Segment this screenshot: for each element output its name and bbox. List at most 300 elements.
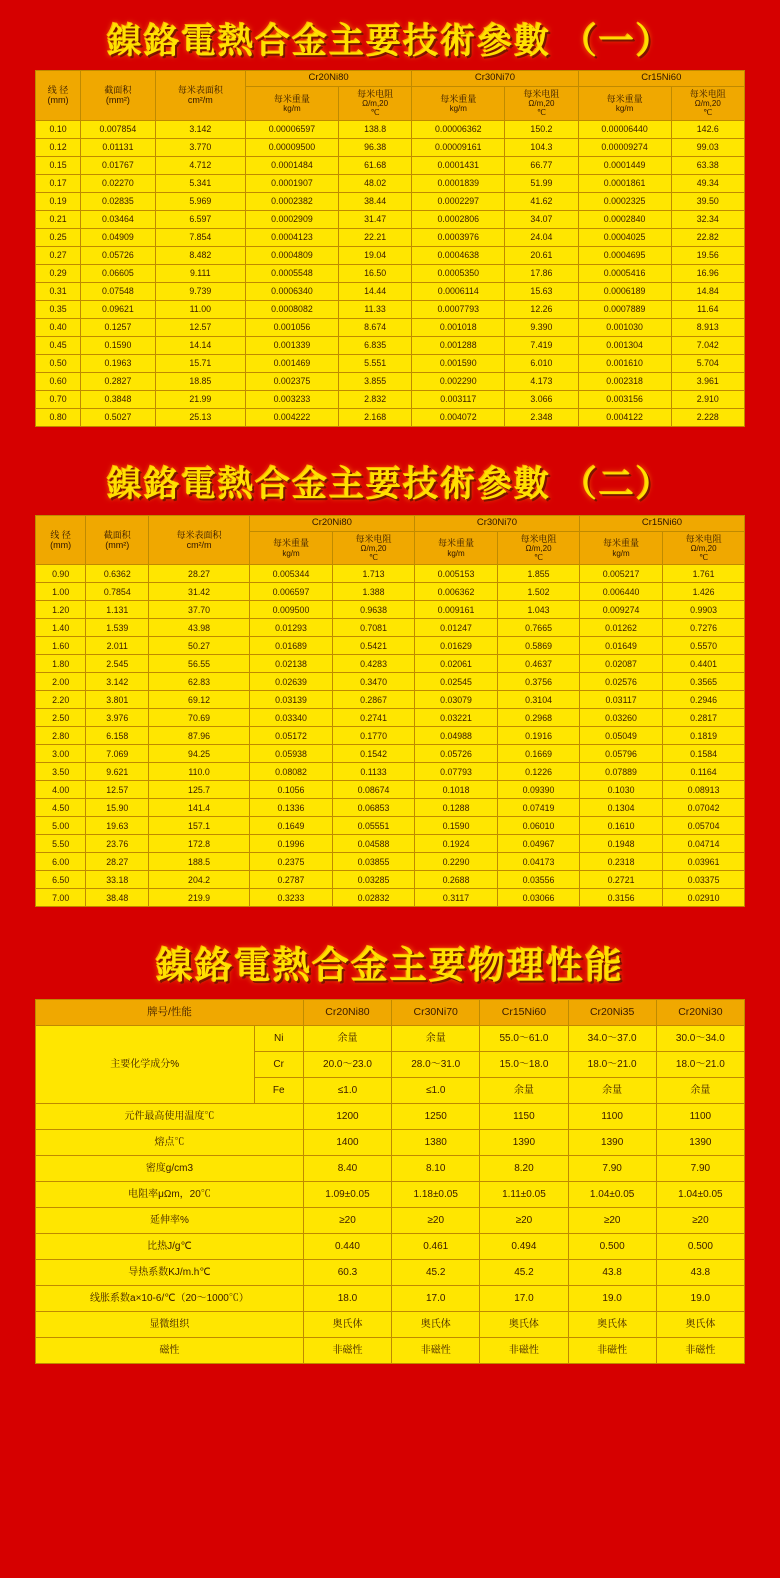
sub-weight-1 xyxy=(245,86,338,120)
table-cell: 0.5570 xyxy=(663,637,745,655)
table-cell: 0.03079 xyxy=(414,691,497,709)
table-cell: 0.1018 xyxy=(414,781,497,799)
sub-res-unit-4: Ω/m,20 xyxy=(360,543,387,553)
table-cell: 0.1948 xyxy=(579,835,662,853)
table-cell: 0.07419 xyxy=(498,799,580,817)
table-cell: 0.001030 xyxy=(578,318,671,336)
col-wire-unit-2: (mm) xyxy=(50,539,72,550)
physical-table-body xyxy=(36,1026,745,1364)
physical-header-alloy: Cr20Ni80 xyxy=(303,1000,391,1026)
table-cell: 21.99 xyxy=(155,390,245,408)
table-cell: 38.44 xyxy=(338,192,411,210)
table-cell: ≥20 xyxy=(656,1208,744,1234)
table-cell: 0.006597 xyxy=(249,583,332,601)
table-cell: 0.004122 xyxy=(578,408,671,426)
table-cell: 0.09621 xyxy=(81,300,156,318)
table-cell: ≥20 xyxy=(480,1208,568,1234)
table-cell: 0.003156 xyxy=(578,390,671,408)
sub-weight-label-6: 每米重量 xyxy=(603,538,640,549)
table-cell: 1.09±0.05 xyxy=(303,1182,391,1208)
table-row xyxy=(36,390,745,408)
table-cell: 1.855 xyxy=(498,565,580,583)
table-cell: 0.9903 xyxy=(663,601,745,619)
table-cell: 0.005344 xyxy=(249,565,332,583)
table-cell: 0.1924 xyxy=(414,835,497,853)
sub-weight-5 xyxy=(414,531,497,565)
table-cell: 0.02270 xyxy=(81,174,156,192)
table-cell: 157.1 xyxy=(149,817,250,835)
table-cell: 0.07548 xyxy=(81,282,156,300)
table-cell: 0.440 xyxy=(303,1234,391,1260)
table-cell: 0.3848 xyxy=(81,390,156,408)
table-cell: 30.0～34.0 xyxy=(656,1026,744,1052)
table-cell: 8.913 xyxy=(671,318,744,336)
table-cell: 1.043 xyxy=(498,601,580,619)
sub-res-label-3: 每米电阻 xyxy=(689,88,726,99)
table-cell: 0.0006114 xyxy=(412,282,505,300)
table-cell: 0.2946 xyxy=(663,691,745,709)
table-cell: 余量 xyxy=(568,1078,656,1104)
table-cell: 39.50 xyxy=(671,192,744,210)
table-cell: 0.7081 xyxy=(333,619,415,637)
table-cell: 0.500 xyxy=(568,1234,656,1260)
table-cell: 余量 xyxy=(303,1026,391,1052)
table-cell: 0.4637 xyxy=(498,655,580,673)
sub-weight-unit-2: kg/m xyxy=(449,103,467,113)
sub-res-label-6: 每米电阻 xyxy=(685,533,722,544)
table-cell: 0.01767 xyxy=(81,156,156,174)
table-row xyxy=(36,354,745,372)
table-cell: 0.2741 xyxy=(333,709,415,727)
table-cell: 0.17 xyxy=(36,174,81,192)
table-cell: 0.9638 xyxy=(333,601,415,619)
table-cell: 3.855 xyxy=(338,372,411,390)
table-cell: 0.0003976 xyxy=(412,228,505,246)
table-cell: 0.05726 xyxy=(81,246,156,264)
table-cell: 0.001056 xyxy=(245,318,338,336)
col-surface-area-2 xyxy=(149,515,250,565)
table-cell: 0.0002297 xyxy=(412,192,505,210)
table-cell: 余量 xyxy=(392,1026,480,1052)
table-cell: 0.21 xyxy=(36,210,81,228)
table-cell: 1.502 xyxy=(498,583,580,601)
table-cell: 2.348 xyxy=(505,408,578,426)
table-cell: 0.27 xyxy=(36,246,81,264)
table-cell: 0.4401 xyxy=(663,655,745,673)
table-cell: 0.0005350 xyxy=(412,264,505,282)
table-cell: 70.69 xyxy=(149,709,250,727)
table-row xyxy=(36,282,745,300)
table-cell: 19.63 xyxy=(86,817,149,835)
sub-resistance-5 xyxy=(498,531,580,565)
table-cell: 219.9 xyxy=(149,889,250,907)
table-cell: 0.60 xyxy=(36,372,81,390)
table-cell: 6.597 xyxy=(155,210,245,228)
table-cell: 0.1304 xyxy=(579,799,662,817)
table-cell: 0.0007889 xyxy=(578,300,671,318)
table-cell: 0.2787 xyxy=(249,871,332,889)
table-cell: 1.04±0.05 xyxy=(568,1182,656,1208)
sub-weight-unit-4: kg/m xyxy=(282,548,300,558)
table-cell: 1100 xyxy=(656,1104,744,1130)
table-cell: 3.50 xyxy=(36,763,86,781)
table-cell: ≥20 xyxy=(568,1208,656,1234)
table-cell: 3.976 xyxy=(86,709,149,727)
table-cell: 0.1164 xyxy=(663,763,745,781)
table-cell: 8.10 xyxy=(392,1156,480,1182)
table-cell: 0.1669 xyxy=(498,745,580,763)
table-cell: 0.0002909 xyxy=(245,210,338,228)
table-cell: 69.12 xyxy=(149,691,250,709)
table-row xyxy=(36,673,745,691)
table-cell: 0.03961 xyxy=(663,853,745,871)
table-cell: 0.90 xyxy=(36,565,86,583)
table-cell: 0.50 xyxy=(36,354,81,372)
table-cell: 0.1030 xyxy=(579,781,662,799)
physical-properties-table xyxy=(35,999,745,1364)
table-cell: 0.002290 xyxy=(412,372,505,390)
table-cell: 0.0001431 xyxy=(412,156,505,174)
table-cell: 45.2 xyxy=(392,1260,480,1286)
table-cell: 0.45 xyxy=(36,336,81,354)
table-cell: 0.10 xyxy=(36,120,81,138)
table-cell: 0.5869 xyxy=(498,637,580,655)
table-row xyxy=(36,601,745,619)
table-cell: 48.02 xyxy=(338,174,411,192)
table-cell: 0.0006189 xyxy=(578,282,671,300)
table-cell: 11.33 xyxy=(338,300,411,318)
table-cell: 0.01689 xyxy=(249,637,332,655)
col-wire-diameter xyxy=(36,71,81,121)
table-cell: 0.05704 xyxy=(663,817,745,835)
table-cell: 1.388 xyxy=(333,583,415,601)
table-cell: 0.1257 xyxy=(81,318,156,336)
table-cell: 0.05938 xyxy=(249,745,332,763)
table-cell: 63.38 xyxy=(671,156,744,174)
table-cell: 0.001018 xyxy=(412,318,505,336)
table-cell: 15.71 xyxy=(155,354,245,372)
table-cell: 142.6 xyxy=(671,120,744,138)
table-cell: 1.131 xyxy=(86,601,149,619)
page-title-section-2: 鎳鉻電熱合金主要技術參數 （二） xyxy=(107,464,673,504)
table-cell: 7.419 xyxy=(505,336,578,354)
table-cell: 23.76 xyxy=(86,835,149,853)
table-cell: 38.48 xyxy=(86,889,149,907)
table-row xyxy=(36,1104,745,1130)
property-label: 线胀系数a×10-6/℃（20～1000℃） xyxy=(36,1286,304,1312)
group-header-cr20ni80-2: Cr20Ni80 xyxy=(249,515,414,531)
table-cell: 0.004222 xyxy=(245,408,338,426)
table-cell: 96.38 xyxy=(338,138,411,156)
table-cell: 66.77 xyxy=(505,156,578,174)
sub-res-deg-1: ℃ xyxy=(370,108,380,118)
table-wrapper-2 xyxy=(0,515,780,908)
table-cell: 奥氏体 xyxy=(568,1312,656,1338)
col-wire-label: 线 径 xyxy=(47,84,69,95)
table-cell: 0.1584 xyxy=(663,745,745,763)
table-row xyxy=(36,727,745,745)
table-cell: 0.3470 xyxy=(333,673,415,691)
table-cell: 0.0004809 xyxy=(245,246,338,264)
table-row xyxy=(36,619,745,637)
table-cell: 0.31 xyxy=(36,282,81,300)
col-surface-area xyxy=(155,71,245,121)
table-cell: 0.004072 xyxy=(412,408,505,426)
table-row xyxy=(36,745,745,763)
table-cell: 1.00 xyxy=(36,583,86,601)
table-cell: 0.006440 xyxy=(579,583,662,601)
sub-weight-unit-5: kg/m xyxy=(447,548,465,558)
table-cell: 0.08082 xyxy=(249,763,332,781)
table-cell: 17.0 xyxy=(392,1286,480,1312)
table-cell: 28.27 xyxy=(86,853,149,871)
table-cell: 104.3 xyxy=(505,138,578,156)
table-cell: 0.40 xyxy=(36,318,81,336)
col-area-unit: (mm²) xyxy=(105,95,130,106)
table-row xyxy=(36,1130,745,1156)
chemical-element-label: Ni xyxy=(254,1026,303,1052)
table-cell: 0.01131 xyxy=(81,138,156,156)
table-row xyxy=(36,246,745,264)
sub-weight-4 xyxy=(249,531,332,565)
physical-header-alloy: Cr30Ni70 xyxy=(392,1000,480,1026)
table-cell: 17.86 xyxy=(505,264,578,282)
table-cell: 0.494 xyxy=(480,1234,568,1260)
physical-header-alloy: Cr15Ni60 xyxy=(480,1000,568,1026)
table-cell: 0.02832 xyxy=(333,889,415,907)
col-wire-unit: (mm) xyxy=(47,95,69,106)
table-cell: 15.63 xyxy=(505,282,578,300)
table-cell: 3.142 xyxy=(155,120,245,138)
header-row-groups-2 xyxy=(36,515,745,531)
table-cell: 0.1916 xyxy=(498,727,580,745)
spec-table-2 xyxy=(35,515,745,908)
table-cell: 0.009500 xyxy=(249,601,332,619)
table-cell: 0.03139 xyxy=(249,691,332,709)
table-cell: 0.0001839 xyxy=(412,174,505,192)
table-cell: 0.1133 xyxy=(333,763,415,781)
property-label: 熔点℃ xyxy=(36,1130,304,1156)
table-cell: 0.06605 xyxy=(81,264,156,282)
table-cell: 1.761 xyxy=(663,565,745,583)
table-cell: 0.06853 xyxy=(333,799,415,817)
table-cell: 12.57 xyxy=(155,318,245,336)
table-cell: 0.1590 xyxy=(414,817,497,835)
table-cell: 0.7665 xyxy=(498,619,580,637)
table-cell: 1.60 xyxy=(36,637,86,655)
table-cell: 0.03117 xyxy=(579,691,662,709)
table-row xyxy=(36,210,745,228)
table-cell: 0.02138 xyxy=(249,655,332,673)
property-label: 磁性 xyxy=(36,1338,304,1364)
table-cell: 61.68 xyxy=(338,156,411,174)
table-cell: 0.001610 xyxy=(578,354,671,372)
table-cell: 非磁性 xyxy=(303,1338,391,1364)
table-cell: 4.712 xyxy=(155,156,245,174)
table-cell: 0.001590 xyxy=(412,354,505,372)
table-cell: 2.832 xyxy=(338,390,411,408)
col-area-unit-2: (mm²) xyxy=(105,539,130,550)
table-cell: 0.12 xyxy=(36,138,81,156)
table-cell: 28.0～31.0 xyxy=(392,1052,480,1078)
table-cell: 0.002375 xyxy=(245,372,338,390)
table-cell: 非磁性 xyxy=(392,1338,480,1364)
table-cell: 0.29 xyxy=(36,264,81,282)
table-cell: 0.08913 xyxy=(663,781,745,799)
table-cell: 1.40 xyxy=(36,619,86,637)
table-cell: 0.0001861 xyxy=(578,174,671,192)
table-row xyxy=(36,1208,745,1234)
table-cell: 2.545 xyxy=(86,655,149,673)
table-cell: 62.83 xyxy=(149,673,250,691)
table-cell: 0.03066 xyxy=(498,889,580,907)
table-cell: 6.835 xyxy=(338,336,411,354)
table-cell: 51.99 xyxy=(505,174,578,192)
sub-res-deg-4: ℃ xyxy=(369,553,378,563)
sub-resistance-1 xyxy=(338,86,411,120)
table-cell: 1.04±0.05 xyxy=(656,1182,744,1208)
table-cell: 45.2 xyxy=(480,1260,568,1286)
table-cell: 0.2688 xyxy=(414,871,497,889)
property-label: 电阻率μΩm，20℃ xyxy=(36,1182,304,1208)
table-cell: 0.0005548 xyxy=(245,264,338,282)
sub-res-deg-2: ℃ xyxy=(536,108,546,118)
table-cell: 1400 xyxy=(303,1130,391,1156)
table-cell: 2.50 xyxy=(36,709,86,727)
table-row xyxy=(36,408,745,426)
table-cell: 3.142 xyxy=(86,673,149,691)
sub-res-deg-6: ℃ xyxy=(699,553,709,563)
table-cell: 1150 xyxy=(480,1104,568,1130)
physical-table-header xyxy=(36,1000,745,1026)
table-cell: ≤1.0 xyxy=(392,1078,480,1104)
table-header-2 xyxy=(36,515,745,565)
table-row xyxy=(36,817,745,835)
table-cell: 0.2968 xyxy=(498,709,580,727)
col-surface-unit: cm²/m xyxy=(187,95,213,106)
sub-weight-label-1: 每米重量 xyxy=(273,93,310,104)
table-cell: 0.1336 xyxy=(249,799,332,817)
table-cell: 2.00 xyxy=(36,673,86,691)
table-cell: 5.969 xyxy=(155,192,245,210)
table-row xyxy=(36,1338,745,1364)
table-cell: 0.09390 xyxy=(498,781,580,799)
table-cell: 0.500 xyxy=(656,1234,744,1260)
sub-weight-label-4: 每米重量 xyxy=(273,538,310,549)
table-cell: 19.0 xyxy=(568,1286,656,1312)
table-cell: 0.04988 xyxy=(414,727,497,745)
table-cell: 14.14 xyxy=(155,336,245,354)
table-cell: 0.08674 xyxy=(333,781,415,799)
table-cell: 22.21 xyxy=(338,228,411,246)
table-cell: 1390 xyxy=(656,1130,744,1156)
table-row xyxy=(36,1026,745,1052)
table-cell: 6.50 xyxy=(36,871,86,889)
table-cell: 20.0～23.0 xyxy=(303,1052,391,1078)
table-cell: 1.18±0.05 xyxy=(392,1182,480,1208)
table-row xyxy=(36,871,745,889)
table-cell: 0.04714 xyxy=(663,835,745,853)
table-row xyxy=(36,1182,745,1208)
table-cell: 0.02639 xyxy=(249,673,332,691)
table-cell: 0.7854 xyxy=(86,583,149,601)
table-cell: 0.01293 xyxy=(249,619,332,637)
table-cell: 8.674 xyxy=(338,318,411,336)
table-cell: 8.40 xyxy=(303,1156,391,1182)
table-cell: 0.03221 xyxy=(414,709,497,727)
table-cell: 43.8 xyxy=(656,1260,744,1286)
table-cell: 28.27 xyxy=(149,565,250,583)
sub-resistance-6 xyxy=(663,531,745,565)
table-cell: ≤1.0 xyxy=(303,1078,391,1104)
table-cell: 0.0001484 xyxy=(245,156,338,174)
table-cell: 37.70 xyxy=(149,601,250,619)
table-cell: 0.2290 xyxy=(414,853,497,871)
table-cell: 0.3233 xyxy=(249,889,332,907)
table-cell: 15.0～18.0 xyxy=(480,1052,568,1078)
table-cell: 0.7276 xyxy=(663,619,745,637)
table-cell: 0.001469 xyxy=(245,354,338,372)
property-label: 元件最高使用温度℃ xyxy=(36,1104,304,1130)
table-cell: 0.25 xyxy=(36,228,81,246)
sub-res-deg-5: ℃ xyxy=(534,553,544,563)
table-cell: 0.05551 xyxy=(333,817,415,835)
table-cell: 5.704 xyxy=(671,354,744,372)
table-cell: 0.00006440 xyxy=(578,120,671,138)
table-wrapper-1 xyxy=(0,70,780,427)
table-cell: 18.85 xyxy=(155,372,245,390)
table-cell: 33.18 xyxy=(86,871,149,889)
table-cell: 0.04173 xyxy=(498,853,580,871)
table-cell: 4.00 xyxy=(36,781,86,799)
sub-weight-label-2: 每米重量 xyxy=(440,93,477,104)
sub-res-label-2: 每米电阻 xyxy=(523,88,560,99)
table-row xyxy=(36,300,745,318)
table-cell: 0.1996 xyxy=(249,835,332,853)
table-cell: 49.34 xyxy=(671,174,744,192)
table-cell: 0.02910 xyxy=(663,889,745,907)
col-surface-label: 每米表面积 xyxy=(177,84,223,95)
table-cell: 15.90 xyxy=(86,799,149,817)
sub-resistance-2 xyxy=(505,86,578,120)
table-cell: 0.0005416 xyxy=(578,264,671,282)
table-cell: 2.20 xyxy=(36,691,86,709)
col-wire-diameter-2 xyxy=(36,515,86,565)
table-cell: 0.1590 xyxy=(81,336,156,354)
table-cell: 0.0004638 xyxy=(412,246,505,264)
table-row xyxy=(36,709,745,727)
table-cell: 0.1770 xyxy=(333,727,415,745)
group-header-cr15ni60-2: Cr15Ni60 xyxy=(579,515,744,531)
table-cell: 1.426 xyxy=(663,583,745,601)
table-cell: 余量 xyxy=(480,1078,568,1104)
sub-res-unit-5: Ω/m,20 xyxy=(525,543,552,553)
table-cell: 6.00 xyxy=(36,853,86,871)
table-row xyxy=(36,655,745,673)
sub-res-unit-3: Ω/m,20 xyxy=(694,99,721,109)
table-row xyxy=(36,336,745,354)
table-cell: 0.3156 xyxy=(579,889,662,907)
table-cell: 7.042 xyxy=(671,336,744,354)
table-cell: 0.3104 xyxy=(498,691,580,709)
table-cell: 0.006362 xyxy=(414,583,497,601)
page-title-section-3: 鎳鉻電熱合金主要物理性能 xyxy=(156,946,624,988)
col-cross-section-2 xyxy=(86,515,149,565)
group-header-cr15ni60: Cr15Ni60 xyxy=(578,71,744,87)
table-row xyxy=(36,192,745,210)
table-cell: 0.01262 xyxy=(579,619,662,637)
table-cell: 0.04588 xyxy=(333,835,415,853)
